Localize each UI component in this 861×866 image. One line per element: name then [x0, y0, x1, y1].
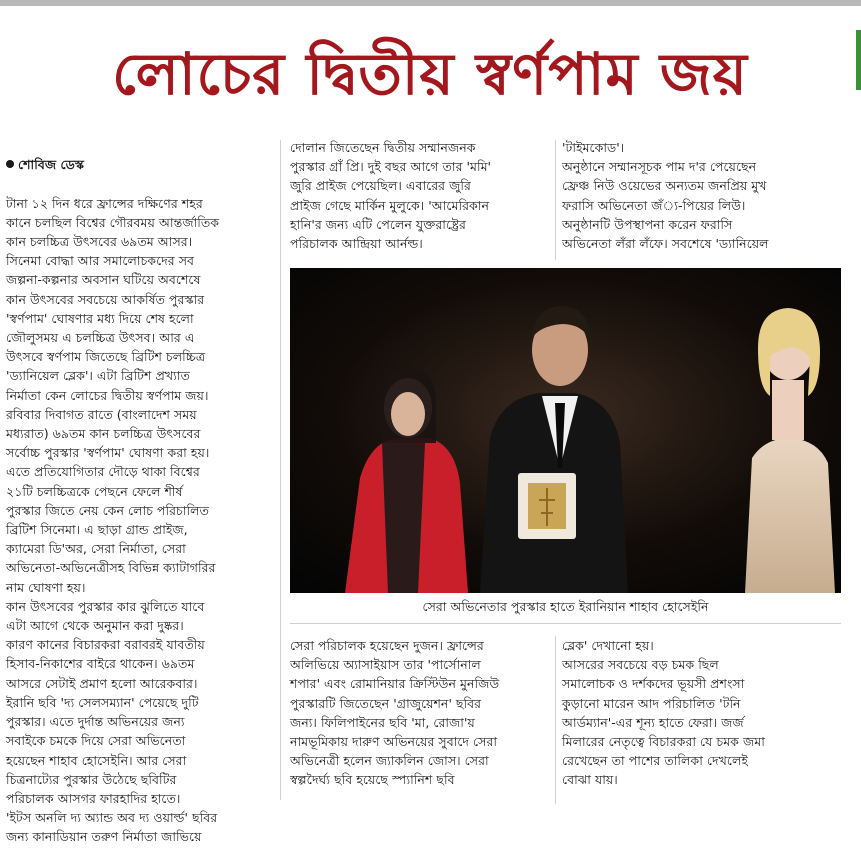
- headline: লোচের দ্বিতীয় স্বর্ণপাম জয়: [112, 40, 748, 108]
- award-photo-illustration: [290, 268, 841, 593]
- top-rule: [0, 0, 861, 6]
- byline: [6, 155, 274, 174]
- photo-caption: সেরা অভিনেতার পুরস্কার হাতে ইরানিয়ান শাহাব হোসেইনি: [422, 599, 709, 614]
- column-divider: [555, 636, 556, 804]
- article-column-2: দোলান জিতেছেন দ্বিতীয় সম্মানজনক পুরস্কার গ্রাঁ প্রি। দুই বছর আগে তার 'মমি' জুরি প্রাইজ পেয়েছিল। এবারের জুরি প্রাইজ গেছে মার্কিন মুলুকে। 'আমেরিকান হানি'র জন্য এটি পেলেন যুক্তরাষ্ট্রের পরিচালক আন্দ্রিয়া আর্নল্ড।: [290, 140, 492, 252]
- column-divider: [280, 140, 281, 800]
- column-1-text: টানা ১২ দিন ধরে ফ্রান্সের দক্ষিণের শহর কানে চলছিল বিশ্বের গৌরবময় আন্তর্জাতিক কান চলচ্চিত্র উৎসবের ৬৯তম আসর। সিনেমা বোদ্ধা আর সমালোচকদের সব জল্পনা-কল্পনার অবসান ঘটিয়ে অবশেষে কান উৎসবের সবচেয়ে আকর্ষিত পুরস্কার 'স্বর্ণপাম' ঘোষণার মধ্য দিয়ে শেষ হলো জৌলুসময় এ চলচ্চিত্র উৎসব। আর এ উৎসবে স্বর্ণপাম জিতেছে ব্রিটিশ চলচ্চিত্র 'ড্যানিয়েল ব্লেক'। এটা ব্রিটিশ প্রখ্যাত নির্মাতা কেন লোচের দ্বিতীয় স্বর্ণপাম জয়। রবিবার দিবাগত রাতে (বাংলাদেশ সময় মধ্যরাত) ৬৯তম কান চলচ্চিত্র উৎসবের সর্বোচ্চ পুরস্কার 'স্বর্ণপাম' ঘোষণা করা হয়। এতে প্রতিযোগিতার দৌড়ে থাকা বিশ্বের ২১টি চলচ্চিত্রকে পেছনে ফেলে শীর্ষ পুরস্কার জিতে নেয় কেন লোচ পরিচালিত ব্রিটিশ সিনেমা। এ ছাড়া গ্রান্ড প্রাইজ, ক্যামেরা ডি'অর, সেরা নির্মাতা, সেরা অভিনেতা-অভিনেত্রীসহ বিভিন্ন ক্যাটাগরির নাম ঘোষণা হয়। কান উৎসবের পুরস্কার কার ঝুলিতে যাবে এটা আগে থেকে অনুমান করা দুষ্কর। কারণ কানের বিচারকরা বরাবরই যাবতীয় হিসাব-নিকাশের বাইরে থাকেন। ৬৯তম আসরে সেটাই প্রমাণ হলো আরেকবার। ইরানি ছবি 'দ্য সেলসম্যান' পেয়েছে দুটি পুরস্কার। এতে দুর্দান্ত অভিনয়ের জন্য সবাইকে চমকে দিয়ে সেরা অভিনেতা হয়েছেন শাহাব হোসেইনি। আর সেরা চিত্রনাট্যের পুরস্কার উঠেছে ছবিটির পরিচালক আসগর ফারহাদির হাতে। 'ইটস অনলি দ্য অ্যান্ড অব দ্য ওয়ার্ল্ড' ছবির জন্য কানাডিয়ান তরুণ নির্মাতা জাভিয়ে: [6, 195, 220, 845]
- article-column-5: ব্লেক' দেখানো হয়। আসরের সবচেয়ে বড় চমক ছিল সমালোচক ও দর্শকদের ভূয়সী প্রশংসা কুড়ানো মারেন আদ পরিচালিত 'টনি আর্ডম্যান'-এর শূন্য হাতে ফেরা। জর্জ মিলারের নেতৃত্বে বিচারকরা যে চমক জমা রেখেছেন তা পাশের তালিকা দেখলেই বোঝা যায়।: [562, 638, 765, 788]
- article-column-4: সেরা পরিচালক হয়েছেন দুজন। ফ্রান্সের অলিভিয়ে অ্যাসাইয়াস তার 'পার্সোনাল শপার' এবং রোমানিয়ার ক্রিস্টিউন মুনজিউ পুরস্কারটি জিতেছেন 'গ্রাজুয়েশন' ছবির জন্য। ফিলিপাইনের ছবি 'মা, রোজা'য় নামভূমিকায় দারুণ অভিনয়ের সুবাদে সেরা অভিনেত্রী হলেন জ্যাকলিন জোস। সেরা স্বল্পদৈর্ঘ্য ছবি হয়েছে স্প্যানিশ ছবি: [290, 638, 500, 788]
- bullet-icon: [6, 160, 14, 168]
- section-accent-tab: [856, 30, 861, 90]
- article-column-3: 'টাইমকোড'। অনুষ্ঠানে সম্মানসূচক পাম দ'র পেয়েছেন ফ্রেঞ্চ নিউ ওয়েভের অন্যতম জনপ্রিয় মুখ ফরাসি অভিনেতা জঁ্য-পিয়ের লিউ। অনুষ্ঠানটি উপস্থাপনা করেন ফরাসি অভিনেতা লঁরা লঁফে। সবশেষে 'ড্যানিয়েল: [562, 140, 769, 252]
- award-photo: [290, 268, 841, 593]
- caption-rule: [290, 623, 841, 624]
- article-column-1: [6, 136, 274, 845]
- column-divider: [555, 140, 556, 260]
- byline-text: শোবিজ ডেস্ক: [18, 157, 84, 173]
